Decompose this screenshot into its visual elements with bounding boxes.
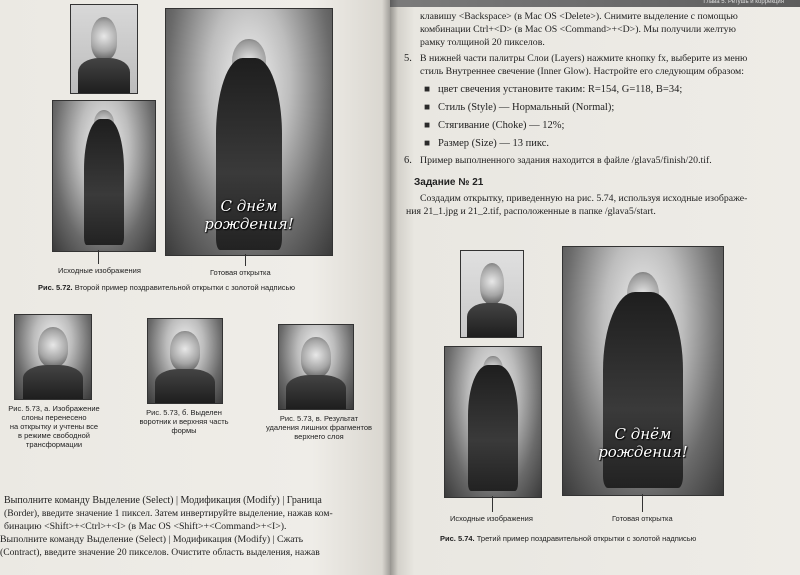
card-greeting-text: С днём рождения!	[598, 425, 688, 461]
body-line: ния 21_1.jpg и 21_2.tif, расположенные в папке /glava5/start.	[406, 206, 656, 217]
portrait-body-shape	[155, 369, 214, 403]
body-line: Пример выполненного задания находится в файле /glava5/finish/20.tif.	[420, 155, 712, 166]
book-gutter	[382, 0, 398, 575]
caption-line: слоны перенесено	[21, 413, 87, 422]
figure-number: Рис. 5.72.	[38, 283, 73, 292]
body-line: Выполните команду Выделение (Select) | Модификация (Modify) | Сжать	[0, 534, 304, 545]
leader-line	[642, 494, 643, 512]
fig-573a-photo	[14, 314, 92, 400]
finished-card-photo	[165, 8, 333, 256]
fig-573c-caption	[260, 414, 378, 441]
portrait-head-shape	[480, 263, 505, 304]
body-line: (Border), введите значение 1 пиксел. Затем инвертируйте выделение, нажав ком-	[4, 508, 333, 519]
fig-573b-caption	[128, 408, 240, 435]
source-images-label: Исходные изображения	[58, 266, 141, 275]
caption-line: верхнего слоя	[294, 432, 344, 441]
source-uniform-photo	[52, 100, 156, 252]
leader-line	[98, 250, 99, 264]
bullet-line: Стягивание (Choke) — 12%;	[438, 120, 565, 131]
step-number: 5.	[404, 53, 412, 64]
bullet-icon: ■	[424, 138, 431, 149]
body-line: Выполните команду Выделение (Select) | Модификация (Modify) | Граница	[4, 495, 322, 506]
caption-line: воротник и верхняя часть	[139, 417, 229, 426]
portrait-body-shape	[467, 303, 517, 337]
finished-card-photo	[562, 246, 724, 496]
figure-caption-text: Третий пример поздравительной открытки с золотой надписью	[476, 534, 697, 543]
bullet-icon: ■	[424, 84, 431, 95]
portrait-body-shape	[23, 365, 84, 399]
caption-line: в режиме свободной	[18, 431, 90, 440]
body-line: (Contract), введите значение 20 пикселов. Очистите область выделения, нажав	[0, 547, 320, 558]
bullet-line: Стиль (Style) — Нормальный (Normal);	[438, 102, 615, 113]
figure-574-caption	[440, 534, 696, 543]
body-line: комбинации Ctrl+<D> (в Mac OS <Command>+<D>). Мы получили желтую	[420, 24, 736, 35]
caption-line: формы	[171, 426, 197, 435]
bullet-line: цвет свечения установите таким: R=154, G=118, B=34;	[438, 84, 683, 95]
body-line: рамку толщиной 20 пикселов.	[420, 37, 545, 48]
card-greeting-text: С днём рождения!	[204, 197, 294, 233]
bullet-line: Размер (Size) — 13 пикс.	[438, 138, 549, 149]
running-header	[390, 0, 800, 7]
source-portrait-photo	[460, 250, 524, 338]
step-number: 6.	[404, 155, 412, 166]
figure-caption-text: Второй пример поздравительной открытки с золотой надписью	[74, 283, 296, 292]
finished-card-label: Готовая открытка	[612, 514, 673, 523]
source-images-label: Исходные изображения	[450, 514, 533, 523]
figure-body-shape	[84, 119, 125, 245]
fig-573c-photo	[278, 324, 354, 410]
leader-line	[245, 254, 246, 266]
running-header-text: Глава 5. Ретушь и коррекция	[703, 0, 784, 5]
bullet-icon: ■	[424, 120, 431, 131]
portrait-head-shape	[301, 337, 331, 377]
leader-line	[492, 496, 493, 512]
body-line: В нижней части палитры Слои (Layers) нажмите кнопку fx, выберите из меню	[420, 53, 748, 64]
caption-line: Рис. 5.73, б. Выделен	[146, 408, 222, 417]
portrait-head-shape	[170, 331, 200, 371]
fig-573b-photo	[147, 318, 223, 404]
caption-line: на открытку и учтены все	[9, 422, 99, 431]
right-page	[390, 0, 800, 575]
portrait-body-shape	[78, 58, 131, 93]
figure-572-caption	[38, 283, 295, 292]
caption-line: Рис. 5.73, в. Результат	[279, 414, 359, 423]
source-costume-photo	[444, 346, 542, 498]
task-title: Задание № 21	[414, 177, 484, 188]
bullet-icon: ■	[424, 102, 431, 113]
caption-line: Рис. 5.73, а. Изображение	[8, 404, 100, 413]
left-page	[0, 0, 390, 575]
portrait-body-shape	[286, 375, 345, 409]
source-portrait-photo	[70, 4, 138, 94]
caption-line: удаления лишних фрагментов	[265, 423, 373, 432]
figure-body-shape	[468, 365, 518, 491]
caption-line: трансформации	[25, 440, 83, 449]
body-line: клавишу <Backspace> (в Mac OS <Delete>). Снимите выделение с помощью	[420, 11, 738, 22]
body-line: Создадим открытку, приведенную на рис. 5.74, используя исходные изображе-	[420, 193, 748, 204]
portrait-head-shape	[91, 17, 117, 59]
figure-number: Рис. 5.74.	[440, 534, 475, 543]
body-line: стиль Внутреннее свечение (Inner Glow). Настройте его следующим образом:	[420, 66, 744, 77]
finished-card-label: Готовая открытка	[210, 268, 271, 277]
portrait-head-shape	[38, 327, 68, 367]
body-line: бинацию <Shift>+<Ctrl>+<I> (в Mac OS <Shift>+<Command>+<I>).	[4, 521, 287, 532]
fig-573a-caption	[4, 404, 104, 449]
